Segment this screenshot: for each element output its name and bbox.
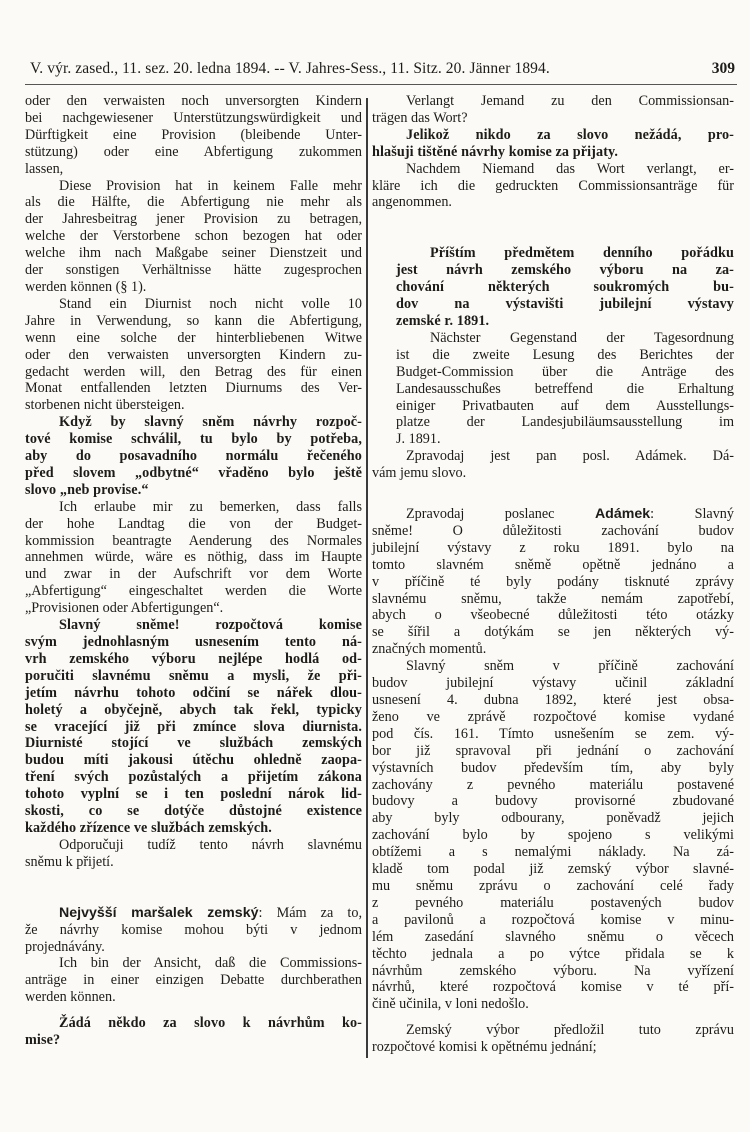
text-line <box>396 381 734 398</box>
text-line <box>396 414 734 431</box>
line-text: Příštím předmětem denního pořádku <box>430 245 734 262</box>
text-line <box>25 211 362 228</box>
text-line <box>25 448 362 465</box>
header-rule <box>25 84 737 85</box>
line-text: zachovány z pevného materiálu postavené <box>372 776 734 793</box>
text-line <box>25 922 362 939</box>
text-line <box>372 844 734 861</box>
line-text: storbenen nicht übersteigen. <box>25 397 185 414</box>
line-text: z pevného materiálu postavených budov <box>372 894 734 911</box>
line-text: annehmen würde, wäre es nöthig, dass im Haupte <box>25 549 362 566</box>
right-column <box>372 93 734 1056</box>
line-text: tové komise schválil, tu bylo by potřeba, <box>25 431 362 448</box>
text-line <box>25 905 362 922</box>
line-text: dov na výstavišti jubilejní výstavy <box>396 296 734 313</box>
text-line <box>372 963 734 980</box>
line-text: obtížemi a s nemalými náklady. Na zá- <box>372 844 734 861</box>
line-text: vrh zemského výboru nejlépe hodlá od- <box>25 650 362 667</box>
text-line <box>25 347 362 364</box>
text-line <box>25 414 362 431</box>
line-text: mise? <box>25 1032 61 1049</box>
line-text: anträge in einer einzigen Debatte durchberathen <box>25 972 362 989</box>
text-line <box>25 364 362 381</box>
text-line <box>25 702 362 719</box>
line-text: hlašuji tištěné návrhy komise za přijaty. <box>372 143 619 160</box>
text-line <box>25 499 362 516</box>
text-line <box>25 617 362 634</box>
text-line <box>372 523 734 540</box>
line-text: slavnému sněmu, takže nemám zapotřebí, <box>372 590 734 607</box>
line-text: sněmu k přijetí. <box>25 853 114 870</box>
text-line <box>25 178 362 195</box>
text-line <box>372 760 734 777</box>
line-text: tření svých pozůstalých a přijetím zákona <box>25 769 362 786</box>
line-text: kläre ich die gedruckten Commissionsanträge für <box>372 177 734 194</box>
line-text: jetím návrhu tohoto odčiní se nářek dlou- <box>25 684 362 701</box>
line-text: svým jednohlasným usnesením tento ná- <box>25 634 362 650</box>
paragraph <box>372 93 734 127</box>
text-line <box>372 912 734 929</box>
text-line <box>372 777 734 794</box>
text-line <box>25 465 362 482</box>
text-line <box>25 939 362 956</box>
line-text: Jahre in Verwendung, so kann die Abfertigung, <box>25 312 362 329</box>
line-text: der hohe Landtag die von der Budget- <box>25 515 362 532</box>
text-line <box>372 540 734 557</box>
text-line <box>25 110 362 127</box>
text-line <box>372 692 734 709</box>
line-text: tomto slavném sněmě opětně jednáno a <box>372 556 734 573</box>
paragraph <box>25 178 362 296</box>
line-text: J. 1891. <box>396 431 441 448</box>
line-text: pod čís. 161. Tímto usnešením se zem. vý- <box>372 725 734 742</box>
text-line <box>372 641 734 658</box>
text-line <box>396 364 734 381</box>
line-text: návrhům zemského výboru. Na vyřízení <box>372 962 734 979</box>
text-line <box>25 431 362 448</box>
line-text: Ich bin der Ansicht, daß die Commissions- <box>59 955 362 972</box>
line-text: Nächster Gegenstand der Tagesordnung <box>430 329 734 346</box>
line-text: platze der Landesjubiläumsausstellung im <box>396 414 734 431</box>
line-text: projednávány. <box>25 938 105 955</box>
text-line <box>25 313 362 330</box>
line-text: stützung) oder eine Abfertigung zukommen <box>25 143 362 160</box>
line-text: Diese Provision hat in keinem Falle mehr <box>59 177 362 194</box>
line-text: Diurnisté stojící ve službách zemských <box>25 735 362 752</box>
line-text: Budget-Commission über die Anträge des <box>396 363 734 380</box>
line-text: jubilejní výstavy z roku 1891. bylo na <box>372 539 734 556</box>
text-line <box>372 675 734 692</box>
paragraph <box>25 955 362 1006</box>
line-text: budou míti jakousi útěchu ohledně zaopa- <box>25 752 362 769</box>
line-text: einiger Privatbauten auf dem Ausstellungs- <box>396 397 734 414</box>
text-line <box>372 144 734 161</box>
line-text: Verlangt Jemand zu den Commissionsan- <box>406 93 734 109</box>
text-line <box>25 533 362 550</box>
line-text: lém zasedání slavného sněmu o věcech <box>372 928 734 945</box>
paragraph <box>25 93 362 178</box>
line-text: každého zřízence ve službách zemských. <box>25 819 272 836</box>
line-text: že návrhy komise mohou býti v jednom <box>25 921 362 938</box>
line-text: wenn eine solche der hinterbliebenen Witwe <box>25 329 362 346</box>
line-text: těchto jednala a po výtce přidala se k <box>372 945 734 962</box>
text-line <box>372 979 734 996</box>
page-number: 309 <box>711 60 735 77</box>
text-line <box>25 549 362 566</box>
line-text: gedacht werden will, den Betrag des für einen <box>25 363 362 380</box>
text-line <box>25 634 362 651</box>
line-text: jest návrh zemského výboru na za- <box>396 262 734 279</box>
text-line <box>25 566 362 583</box>
line-text: poručiti slavnému sněmu a mysli, že při- <box>25 667 362 684</box>
line-text: Žádá někdo za slovo k návrhům ko- <box>59 1015 362 1032</box>
text-line <box>372 658 734 675</box>
line-text: : Mám za to, <box>258 904 363 921</box>
left-column <box>25 93 362 1049</box>
line-text: ist die zweite Lesung des Berichtes der <box>396 346 734 363</box>
text-line <box>372 895 734 912</box>
text-line <box>25 262 362 279</box>
text-line <box>372 929 734 946</box>
line-text: tohoto vyplní se i ten poslední nárok lid- <box>25 786 362 803</box>
line-text: bei nachgewiesener Unterstützungswürdigkeit und <box>25 109 362 126</box>
text-line <box>25 685 362 702</box>
line-text: zachování bylo by spojeno s velikými <box>372 827 734 844</box>
text-line <box>25 803 362 820</box>
line-text: oder den verwaisten noch unversorgten Kindern <box>25 93 362 109</box>
line-text: chování některých soukromých bu- <box>396 279 734 296</box>
paragraph <box>25 296 362 414</box>
paragraph <box>372 448 734 482</box>
text-line <box>25 972 362 989</box>
line-text: skosti, co se dotýče důstojné existence <box>25 803 362 820</box>
text-line <box>25 786 362 803</box>
text-line <box>25 194 362 211</box>
line-text: návrhů, které rozpočtová komise v té pří- <box>372 979 734 996</box>
text-line <box>372 194 734 211</box>
line-text: Zemský výbor předložil tuto zprávu <box>406 1022 734 1039</box>
paragraph <box>25 837 362 871</box>
text-line <box>396 296 734 313</box>
text-line <box>25 769 362 786</box>
paragraph <box>372 127 734 161</box>
line-text: slovo „neb provise.“ <box>25 481 149 498</box>
text-line <box>25 989 362 1006</box>
line-text: Jelikož nikdo za slovo nežádá, pro- <box>406 126 734 143</box>
line-text: trägen das Wort? <box>372 109 468 126</box>
line-text: : Slavný <box>650 506 734 523</box>
text-line <box>372 996 734 1013</box>
line-text: budovy a budovy provisorné zbudované <box>372 793 734 810</box>
line-text: welche ihm nach Maßgabe seiner Dienstzeit und <box>25 245 362 262</box>
text-line <box>372 506 734 523</box>
text-line <box>25 719 362 736</box>
line-text: Zpravodaj jest pan posl. Adámek. Dá- <box>406 448 734 465</box>
line-text: sněme! O důležitosti zachování budov <box>372 522 734 539</box>
line-text: Landesausschußes betreffend die Erhaltung <box>396 380 734 397</box>
line-text: ženo ve zprávě rozpočtové komise vydané <box>372 708 734 725</box>
paragraph <box>396 330 734 448</box>
running-header <box>30 58 735 82</box>
speaker-name: Adámek <box>594 506 651 523</box>
text-line <box>25 380 362 397</box>
text-line <box>372 810 734 827</box>
text-line <box>396 245 734 262</box>
line-text: bor již spravoval při jednání o zachování <box>372 742 734 759</box>
line-text: aby byly odbourany, poněvadž jejich <box>372 810 734 827</box>
line-text: výstavních budov především tím, aby byly <box>372 759 734 776</box>
text-line <box>25 228 362 245</box>
paragraph <box>372 506 734 658</box>
line-text: werden können. <box>25 989 116 1006</box>
line-text: vám jemu slovo. <box>372 465 467 482</box>
line-text: Nachdem Niemand das Wort verlangt, er- <box>406 160 734 177</box>
column-divider <box>366 98 368 1058</box>
text-line <box>372 110 734 127</box>
line-text: als die Hälfte, die Abfertigung nie mehr als <box>25 194 362 211</box>
line-text: se šířil a dotýkám se jen některých vý- <box>372 624 734 641</box>
text-line <box>25 296 362 313</box>
line-text: čině učinila, v loni nedošlo. <box>372 996 529 1013</box>
text-line <box>25 245 362 262</box>
line-text: usnesení 4. dubna 1892, které jest obsa- <box>372 692 734 708</box>
text-line <box>372 709 734 726</box>
text-line <box>25 330 362 347</box>
line-text: angenommen. <box>372 194 452 211</box>
text-line <box>372 574 734 591</box>
line-text: kommission beantragte Aenderung des Normales <box>25 532 362 549</box>
text-line <box>372 624 734 641</box>
text-line <box>25 854 362 871</box>
paragraph <box>25 617 362 837</box>
paragraph <box>372 1022 734 1056</box>
text-line <box>372 861 734 878</box>
text-line <box>372 726 734 743</box>
line-text: werden können (§ 1). <box>25 278 147 295</box>
line-text: Když by slavný sněm návrhy rozpoč- <box>59 414 362 431</box>
text-line <box>25 482 362 499</box>
text-line <box>396 313 734 330</box>
line-text: aby do posavadního normálu řečeného <box>25 448 362 465</box>
text-line <box>372 591 734 608</box>
text-line <box>372 743 734 760</box>
line-text: der Jahresbeitrag jener Provision zu betragen, <box>25 211 362 228</box>
text-line <box>372 178 734 195</box>
line-text: se vracející již při zmínce slova diurnista. <box>25 718 362 735</box>
text-line <box>25 668 362 685</box>
text-line <box>396 330 734 347</box>
text-line <box>372 827 734 844</box>
line-text: Stand ein Diurnist noch nicht volle 10 <box>59 295 362 312</box>
line-text: v příčině té byly podány tisknuté zprávy <box>372 573 734 590</box>
text-line <box>372 93 734 110</box>
paragraph <box>25 1015 362 1049</box>
line-text: „Abfertigung“ eingeschaltet werden die Worte <box>25 583 362 600</box>
text-line <box>372 1022 734 1039</box>
text-line <box>372 557 734 574</box>
line-text: Ich erlaube mir zu bemerken, dass falls <box>59 498 362 515</box>
text-line <box>25 1032 362 1049</box>
text-line <box>25 820 362 837</box>
line-text: Slavný sněme! rozpočtová komise <box>59 617 362 634</box>
text-line <box>25 397 362 414</box>
line-text: Odporučuji tudíž tento návrh slavnému <box>59 836 362 853</box>
paragraph <box>372 161 734 212</box>
text-line <box>25 583 362 600</box>
line-text: a pavilonů a rozpočtová komise v minu- <box>372 911 734 928</box>
header-title: V. výr. zased., 11. sez. 20. ledna 1894. -- V. Jahres-Sess., 11. Sitz. 20. Jänner 1894. <box>30 60 550 77</box>
text-line <box>25 127 362 144</box>
line-text: abych o všeobecné důležitosti této otázky <box>372 607 734 624</box>
paragraph <box>396 245 734 330</box>
text-line <box>372 793 734 810</box>
text-line <box>25 1015 362 1032</box>
text-line <box>396 347 734 364</box>
text-line <box>372 465 734 482</box>
text-line <box>396 279 734 296</box>
line-text: Monat entfallenden letzten Diurnums des Ver- <box>25 380 362 397</box>
line-text: der sonstigen Verhältnisse hätte zugesprochen <box>25 262 362 279</box>
line-text: oder den verwaisten unversorgten Kindern zu- <box>25 346 362 363</box>
text-line <box>396 431 734 448</box>
text-line <box>372 127 734 144</box>
text-line <box>25 955 362 972</box>
line-text: značných momentů. <box>372 641 487 658</box>
text-line <box>372 161 734 178</box>
text-line <box>372 878 734 895</box>
paragraph <box>372 658 734 1013</box>
paragraph <box>25 499 362 617</box>
text-line <box>25 651 362 668</box>
text-line <box>25 516 362 533</box>
text-line <box>25 752 362 769</box>
text-line <box>25 837 362 854</box>
line-text: rozpočtové komisi k opětnému jednání; <box>372 1039 597 1056</box>
line-text: „Provisionen oder Abfertigungen“. <box>25 600 224 617</box>
line-text: holetý a obyčejně, abych tak řekl, typicky <box>25 701 362 718</box>
paragraph <box>25 414 362 499</box>
line-text: kladě tom podal již zemský výbor slavné- <box>372 861 734 878</box>
speaker-prefix: Zpravodaj poslanec <box>406 506 595 523</box>
text-line <box>372 1039 734 1056</box>
text-line <box>372 448 734 465</box>
text-line <box>372 946 734 963</box>
paragraph <box>25 905 362 956</box>
text-line <box>25 144 362 161</box>
text-line <box>25 600 362 617</box>
line-text: welche der Verstorbene schon bezogen hat oder <box>25 228 362 245</box>
text-line <box>25 279 362 296</box>
line-text: zemské r. 1891. <box>396 312 490 329</box>
line-text: mu sněmu zprávu o zachování celé řady <box>372 877 734 894</box>
line-text: lassen, <box>25 160 64 177</box>
text-line <box>396 262 734 279</box>
text-line <box>25 93 362 110</box>
text-line <box>372 607 734 624</box>
line-text: Dürftigkeit eine Provision (bleibende Unter- <box>25 126 362 143</box>
line-text: Slavný sněm v příčině zachování <box>406 658 734 675</box>
line-text: und zwar in der Aufschrift vor dem Worte <box>25 566 362 583</box>
speaker-name: Nejvyšší maršalek zemský <box>59 904 259 921</box>
line-text: budov jubilejní výstavy učinil základní <box>372 675 734 692</box>
text-line <box>25 735 362 752</box>
line-text: před slovem „odbytné“ vřaděno bylo ještě <box>25 464 362 481</box>
text-line <box>25 161 362 178</box>
text-line <box>396 398 734 415</box>
